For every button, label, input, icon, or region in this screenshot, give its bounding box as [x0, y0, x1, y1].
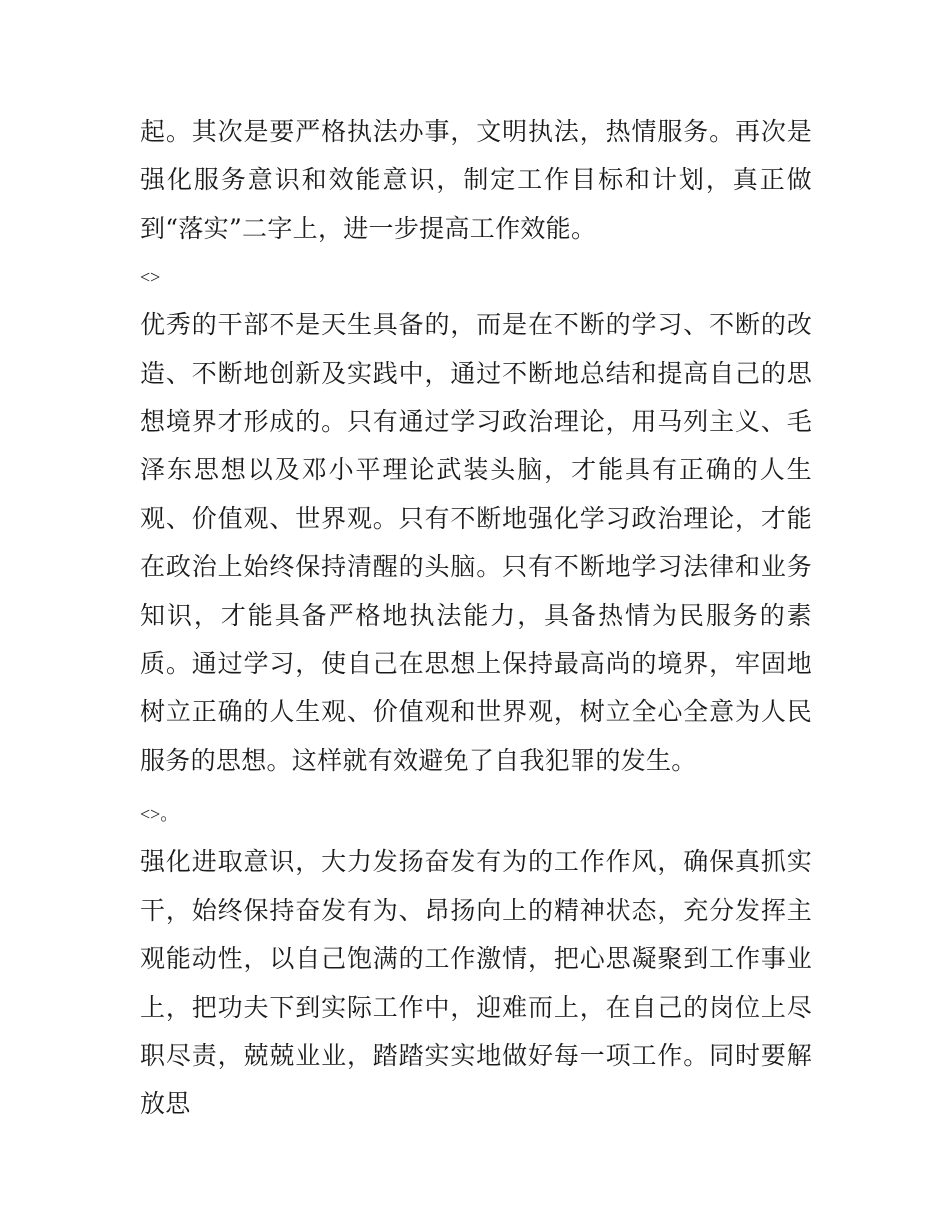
paragraph-1: 起。其次是要严格执法办事，文明执法，热情服务。再次是强化服务意识和效能意识，制定工作目标和计划，真正做到“落实”二字上，进一步提高工作效能。 [140, 117, 812, 243]
document-body [140, 108, 812, 1129]
section-marker-1: <> [140, 267, 161, 288]
section-marker-2: <>。 [140, 804, 179, 825]
paragraph-3: 强化进取意识，大力发扬奋发有为的工作作风，确保真抓实干，始终保持奋发有为、昂扬向上的精神状态，充分发挥主观能动性，以自己饱满的工作激情，把心思凝聚到工作事业上，把功夫下到实际工作中，迎难而上，在自己的岗位上尽职尽责，兢兢业业，踏踏实实地做好每一项工作。同时要解放思 [140, 847, 812, 1119]
paragraph-2: 优秀的干部不是天生具备的，而是在不断的学习、不断的改造、不断地创新及实践中，通过不断地总结和提高自己的思想境界才形成的。只有通过学习政治理论，用马列主义、毛泽东思想以及邓小平理论武装头脑，才能具有正确的人生观、价值观、世界观。只有不断地强化学习政治理论，才能在政治上始终保持清醒的头脑。只有不断地学习法律和业务知识，才能具备严格地执法能力，具备热情为民服务的素质。通过学习，使自己在思想上保持最高尚的境界，牢固地树立正确的人生观、价值观和世界观，树立全心全意为人民服务的思想。这样就有效避免了自我犯罪的发生。 [140, 310, 812, 775]
